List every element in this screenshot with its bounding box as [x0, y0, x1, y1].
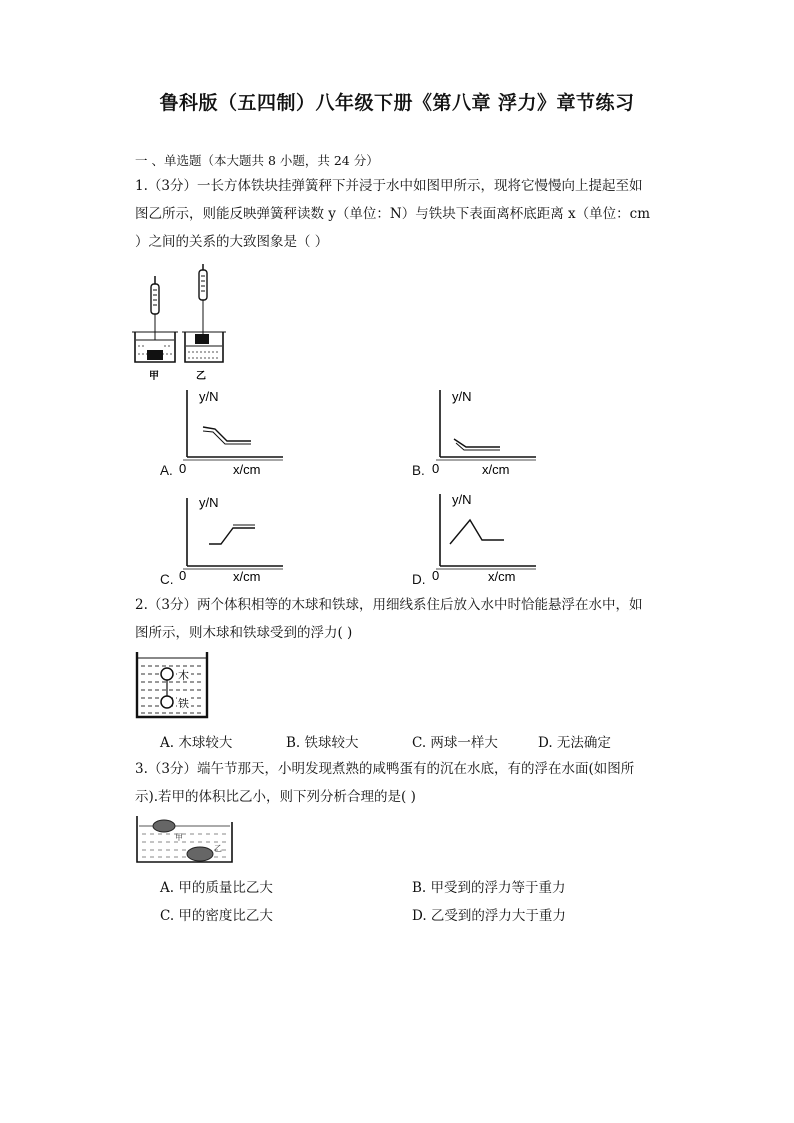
q1-option-d-label: D.	[412, 572, 426, 587]
fig-label-yi: 乙	[196, 371, 206, 382]
page-title: 鲁科版（五四制）八年级下册《第八章 浮力》章节练习	[159, 92, 635, 114]
graph-b-ylabel: y/N	[452, 389, 472, 404]
q1-option-a-label: A.	[160, 463, 173, 478]
q3-option-c: C. 甲的密度比乙大	[160, 908, 273, 924]
egg-jia	[153, 820, 175, 832]
label-wood: 木	[178, 670, 189, 682]
q1-line-2: 图乙所示，则能反映弹簧秤读数 y（单位：N）与铁块下表面离杯底距离 x（单位：cm	[135, 206, 650, 222]
q2-option-c: C. 两球一样大	[412, 735, 498, 751]
iron-ball	[161, 696, 173, 708]
graph-c-xlabel: x/cm	[233, 569, 261, 584]
q3-beaker-figure	[134, 814, 236, 866]
label-jia: 甲	[175, 833, 183, 842]
q2-line-2: 图所示，则木球和铁球受到的浮力( )	[135, 625, 353, 641]
spring-scale-right	[199, 264, 207, 334]
q2-line-1: 2.（3分）两个体积相等的木球和铁球，用细线系住后放入水中时恰能悬浮在水中，如	[135, 597, 643, 613]
graph-c-ylabel: y/N	[199, 495, 219, 510]
q2-option-b: B. 铁球较大	[286, 735, 359, 751]
graph-d-ylabel: y/N	[452, 492, 472, 507]
q3-option-b: B. 甲受到的浮力等于重力	[412, 880, 566, 896]
graph-a-ylabel: y/N	[199, 389, 219, 404]
graph-d-xlabel: x/cm	[488, 569, 516, 583]
label-iron: 铁	[178, 698, 189, 710]
q1-option-c-label: C.	[160, 572, 174, 587]
q1-graph-a	[175, 385, 285, 480]
q3-option-d: D. 乙受到的浮力大于重力	[412, 908, 566, 924]
q2-beaker-figure	[134, 650, 210, 722]
spring-scale-left	[151, 276, 159, 350]
graph-a-xlabel: x/cm	[233, 462, 261, 477]
q1-line-3: ）之间的关系的大致图象是（ ）	[135, 234, 329, 250]
q1-graph-b	[428, 385, 538, 480]
q1-beaker-figure	[130, 262, 230, 382]
q2-option-d: D. 无法确定	[538, 735, 611, 751]
graph-d-origin: 0	[432, 568, 440, 583]
q1-option-b-label: B.	[412, 463, 425, 478]
graph-a-origin: 0	[179, 461, 187, 476]
q1-graph-c	[175, 490, 285, 585]
egg-yi	[187, 847, 213, 861]
q3-line-1: 3.（3分）端午节那天，小明发现煮熟的咸鸭蛋有的沉在水底，有的浮在水面(如图所	[135, 761, 635, 777]
fig-label-jia: 甲	[149, 371, 159, 382]
beaker-right	[182, 332, 226, 362]
section-heading: 一 、单选题（本大题共 8 小题，共 24 分）	[135, 153, 379, 168]
q3-option-a: A. 甲的质量比乙大	[160, 880, 273, 896]
label-yi: 乙	[214, 844, 222, 853]
graph-c-origin: 0	[179, 568, 187, 583]
wood-ball	[161, 668, 173, 680]
q3-line-2: 示).若甲的体积比乙小，则下列分析合理的是( )	[135, 789, 416, 805]
q1-line-1: 1.（3分）一长方体铁块挂弹簧秤下并浸于水中如图甲所示，现将它慢慢向上提起至如	[135, 178, 643, 194]
graph-b-xlabel: x/cm	[482, 462, 510, 477]
graph-b-origin: 0	[432, 461, 440, 476]
q1-graph-d	[428, 488, 538, 583]
q2-option-a: A. 木球较大	[160, 735, 233, 751]
